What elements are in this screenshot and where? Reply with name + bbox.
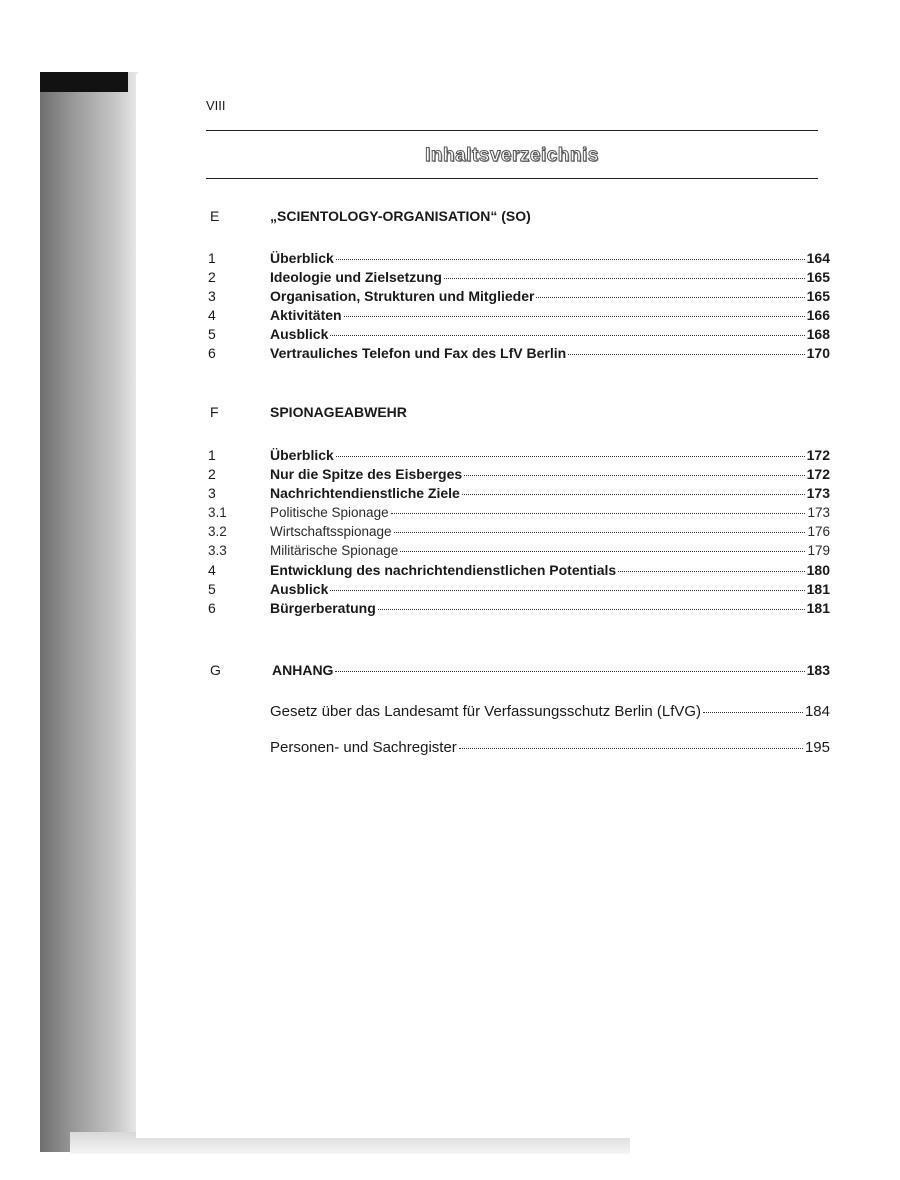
toc-appendix-entry[interactable]: [206, 702, 830, 721]
dot-leader: [330, 335, 804, 336]
dot-leader: [400, 551, 805, 552]
dot-leader: [394, 532, 806, 533]
entry-page: 173: [806, 485, 830, 501]
toc-entry[interactable]: [206, 325, 830, 344]
toc-entry[interactable]: [206, 465, 830, 484]
entry-page: 195: [804, 739, 830, 756]
entry-label: Militärische Spionage: [270, 543, 399, 558]
entry-page: 165: [806, 288, 830, 304]
entry-number: 6: [208, 345, 216, 361]
page-number: VIII: [206, 98, 226, 113]
dot-leader: [378, 609, 805, 610]
entry-label: Überblick: [270, 250, 334, 266]
entry-number: 1: [208, 250, 216, 266]
section-g-header[interactable]: [206, 661, 830, 680]
toc-heading: Inhaltsverzeichnis: [425, 145, 599, 166]
toc-entry[interactable]: [206, 580, 830, 599]
entry-label: Wirtschaftsspionage: [270, 524, 392, 539]
entry-page: 172: [806, 466, 830, 482]
entry-page: 168: [806, 326, 830, 342]
entry-page: 176: [807, 524, 830, 539]
scan-edge-shadow: [40, 72, 138, 1152]
entry-page: 172: [806, 447, 830, 463]
entry-label: Organisation, Strukturen und Mitglieder: [270, 288, 535, 304]
entry-page: 170: [806, 345, 830, 361]
entry-label: Personen- und Sachregister: [270, 739, 457, 756]
entry-label: Gesetz über das Landesamt für Verfassungsschutz Berlin (LfVG): [270, 703, 702, 720]
entry-number: 5: [208, 326, 216, 342]
section-letter: G: [210, 662, 221, 678]
section-letter: F: [210, 404, 219, 420]
entry-number: 4: [208, 562, 216, 578]
entry-page: 181: [806, 581, 830, 597]
entry-page: 165: [806, 269, 830, 285]
dot-leader: [330, 590, 804, 591]
entry-page: 180: [806, 562, 830, 578]
entry-label: Ausblick: [270, 581, 329, 597]
entry-page: 164: [806, 250, 830, 266]
toc-entry[interactable]: [206, 344, 830, 363]
entry-number: 3.2: [208, 524, 227, 539]
entry-number: 3.3: [208, 543, 227, 558]
entry-label: Aktivitäten: [270, 307, 342, 323]
entry-page: 181: [806, 600, 830, 616]
heading-rule-top: [206, 130, 818, 131]
toc-subentry[interactable]: [206, 541, 830, 560]
dot-leader: [464, 475, 804, 476]
dot-leader: [459, 748, 803, 749]
toc-entry[interactable]: [206, 268, 830, 287]
dot-leader: [703, 712, 803, 713]
section-title: SPIONAGEABWEHR: [270, 404, 407, 420]
section-title: ANHANG: [272, 662, 334, 678]
entry-number: 3: [208, 288, 216, 304]
entry-number: 2: [208, 466, 216, 482]
section-e-header: [206, 208, 818, 230]
entry-page: 166: [806, 307, 830, 323]
dot-leader: [391, 513, 806, 514]
toc-entry[interactable]: [206, 306, 830, 325]
dot-leader: [344, 316, 805, 317]
entry-number: 3.1: [208, 505, 227, 520]
entry-label: Ideologie und Zielsetzung: [270, 269, 442, 285]
entry-number: 2: [208, 269, 216, 285]
dot-leader: [444, 278, 805, 279]
entry-label: Nur die Spitze des Eisberges: [270, 466, 463, 482]
entry-page: 184: [804, 703, 830, 720]
toc-appendix-entry[interactable]: [206, 738, 830, 757]
toc-entry[interactable]: [206, 599, 830, 618]
entry-number: 6: [208, 600, 216, 616]
entry-number: 3: [208, 485, 216, 501]
dot-leader: [335, 671, 804, 672]
dot-leader: [336, 456, 805, 457]
scan-edge-dark: [40, 72, 128, 92]
entry-label: Überblick: [270, 447, 334, 463]
entry-number: 5: [208, 581, 216, 597]
toc-entry[interactable]: [206, 287, 830, 306]
section-f-header: [206, 404, 818, 426]
dot-leader: [618, 571, 804, 572]
toc-entry[interactable]: [206, 249, 830, 268]
toc-entry[interactable]: [206, 484, 830, 503]
entry-page: 183: [806, 662, 830, 678]
dot-leader: [336, 259, 805, 260]
entry-label: Nachrichtendienstliche Ziele: [270, 485, 460, 501]
toc-entry[interactable]: [206, 561, 830, 580]
entry-label: Ausblick: [270, 326, 329, 342]
entry-page: 173: [807, 505, 830, 520]
section-title: „SCIENTOLOGY-ORGANISATION“ (SO): [270, 208, 531, 224]
entry-number: 1: [208, 447, 216, 463]
dot-leader: [568, 354, 804, 355]
entry-label: Politische Spionage: [270, 505, 389, 520]
dot-leader: [462, 494, 805, 495]
toc-subentry[interactable]: [206, 503, 830, 522]
dot-leader: [536, 297, 804, 298]
entry-page: 179: [807, 543, 830, 558]
toc-subentry[interactable]: [206, 522, 830, 541]
entry-label: Vertrauliches Telefon und Fax des LfV Berlin: [270, 345, 567, 361]
section-letter: E: [210, 208, 220, 224]
entry-label: Bürgerberatung: [270, 600, 376, 616]
entry-label: Entwicklung des nachrichtendienstlichen Potentials: [270, 562, 617, 578]
toc-entry[interactable]: [206, 446, 830, 465]
heading-rule-bottom: [206, 178, 818, 179]
entry-number: 4: [208, 307, 216, 323]
